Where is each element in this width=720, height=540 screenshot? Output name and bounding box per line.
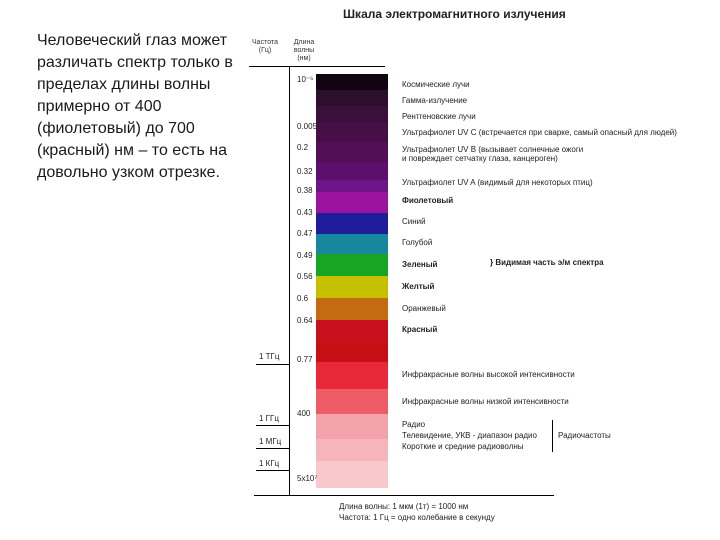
freq-tick-ghz [256, 425, 290, 426]
label-ir-low: Инфракрасные волны низкой интенсивности [402, 397, 569, 406]
band-6 [316, 180, 388, 192]
band-18 [316, 439, 388, 461]
footnote-frequency: Частота: 1 Гц = одно колебание в секунду [339, 513, 495, 522]
band-9 [316, 234, 388, 254]
label-tv-vhf: Телевидение, УКВ - диапазон радио [402, 431, 537, 440]
label-short-medium-radio: Короткие и средние радиоволны [402, 442, 524, 451]
wavelength-label-6: 0.38 [297, 186, 313, 195]
label-ir-high: Инфракрасные волны высокой интенсивности [402, 370, 575, 379]
label-blue: Синий [402, 217, 426, 226]
band-10 [316, 254, 388, 276]
band-3 [316, 122, 388, 142]
label-uvc: Ультрафиолет UV C (встречается при сварке, самый опасный для людей) [402, 128, 677, 137]
band-2 [316, 106, 388, 122]
band-5 [316, 162, 388, 180]
band-13 [316, 320, 388, 342]
footnote-wavelength: Длина волны: 1 мкм (1т) = 1000 нм [339, 502, 469, 511]
wavelength-label-14: 0.77 [297, 355, 313, 364]
freq-tick-mhz [256, 448, 290, 449]
band-0 [316, 74, 388, 90]
band-14 [316, 342, 388, 362]
band-11 [316, 276, 388, 298]
band-1 [316, 90, 388, 106]
label-cosmic-rays: Космические лучи [402, 80, 470, 89]
label-uvb: Ультрафиолет UV B (вызывает солнечные ожоги и повреждает сетчатку глаза, канцероген) [402, 145, 584, 163]
wavelength-label-8: 0.47 [297, 229, 313, 238]
wavelength-label-10: 0.56 [297, 272, 313, 281]
freq-label-khz: 1 КГц [259, 459, 280, 468]
band-4 [316, 142, 388, 162]
wavelength-label-12: 0.64 [297, 316, 313, 325]
band-19 [316, 461, 388, 488]
frequency-header: Частота (Гц) [252, 39, 278, 54]
wavelength-label-16: 400 [297, 409, 311, 418]
wavelength-label-9: 0.49 [297, 251, 313, 260]
wavelength-label-0: 10⁻⁵ [297, 75, 314, 84]
band-7 [316, 192, 388, 213]
band-16 [316, 389, 388, 414]
label-radio: Радио [402, 420, 426, 429]
band-15 [316, 362, 388, 389]
wavelength-label-3: 0.005 [297, 122, 318, 131]
diagram-title: Шкала электромагнитного излучения [343, 7, 566, 21]
radio-brace-line [552, 420, 553, 452]
visible-spectrum-brace: } Видимая часть э/м спектра [490, 258, 604, 267]
label-red: Красный [402, 325, 438, 334]
label-uva: Ультрафиолет UV A (видимый для некоторых птиц) [402, 178, 593, 187]
wavelength-header: Длина волны (нм) [293, 39, 315, 62]
label-violet: Фиолетовый [402, 196, 454, 205]
wavelength-label-4: 0.2 [297, 143, 309, 152]
header-underline [249, 66, 385, 67]
label-green: Зеленый [402, 260, 438, 269]
freq-tick-thz [256, 364, 290, 365]
lead-text: Человеческий глаз может различать спектр только в пределах длины волны примерно от 400 (фиолетовый) до 700 (красный) нм – то есть на довольно узком отрезке. [37, 32, 233, 181]
label-orange: Оранжевый [402, 304, 446, 313]
freq-label-thz: 1 ТГц [259, 352, 280, 361]
wavelength-label-7: 0.43 [297, 208, 313, 217]
wavelength-label-19: 5x10⁷ [297, 474, 318, 483]
label-gamma: Гамма-излучение [402, 96, 468, 105]
wavelength-label-11: 0.6 [297, 294, 309, 303]
freq-label-mhz: 1 МГц [259, 437, 282, 446]
axis-vertical [289, 66, 290, 496]
band-8 [316, 213, 388, 234]
wavelength-label-5: 0.32 [297, 167, 313, 176]
band-12 [316, 298, 388, 320]
label-cyan: Голубой [402, 238, 433, 247]
freq-tick-khz [256, 470, 290, 471]
radio-brace-label: Радиочастоты [558, 431, 611, 440]
band-17 [316, 414, 388, 439]
freq-label-ghz: 1 ГГц [259, 414, 279, 423]
label-yellow: Желтый [402, 282, 435, 291]
axis-bottom [254, 495, 554, 496]
label-xray: Рентгеновские лучи [402, 112, 476, 121]
